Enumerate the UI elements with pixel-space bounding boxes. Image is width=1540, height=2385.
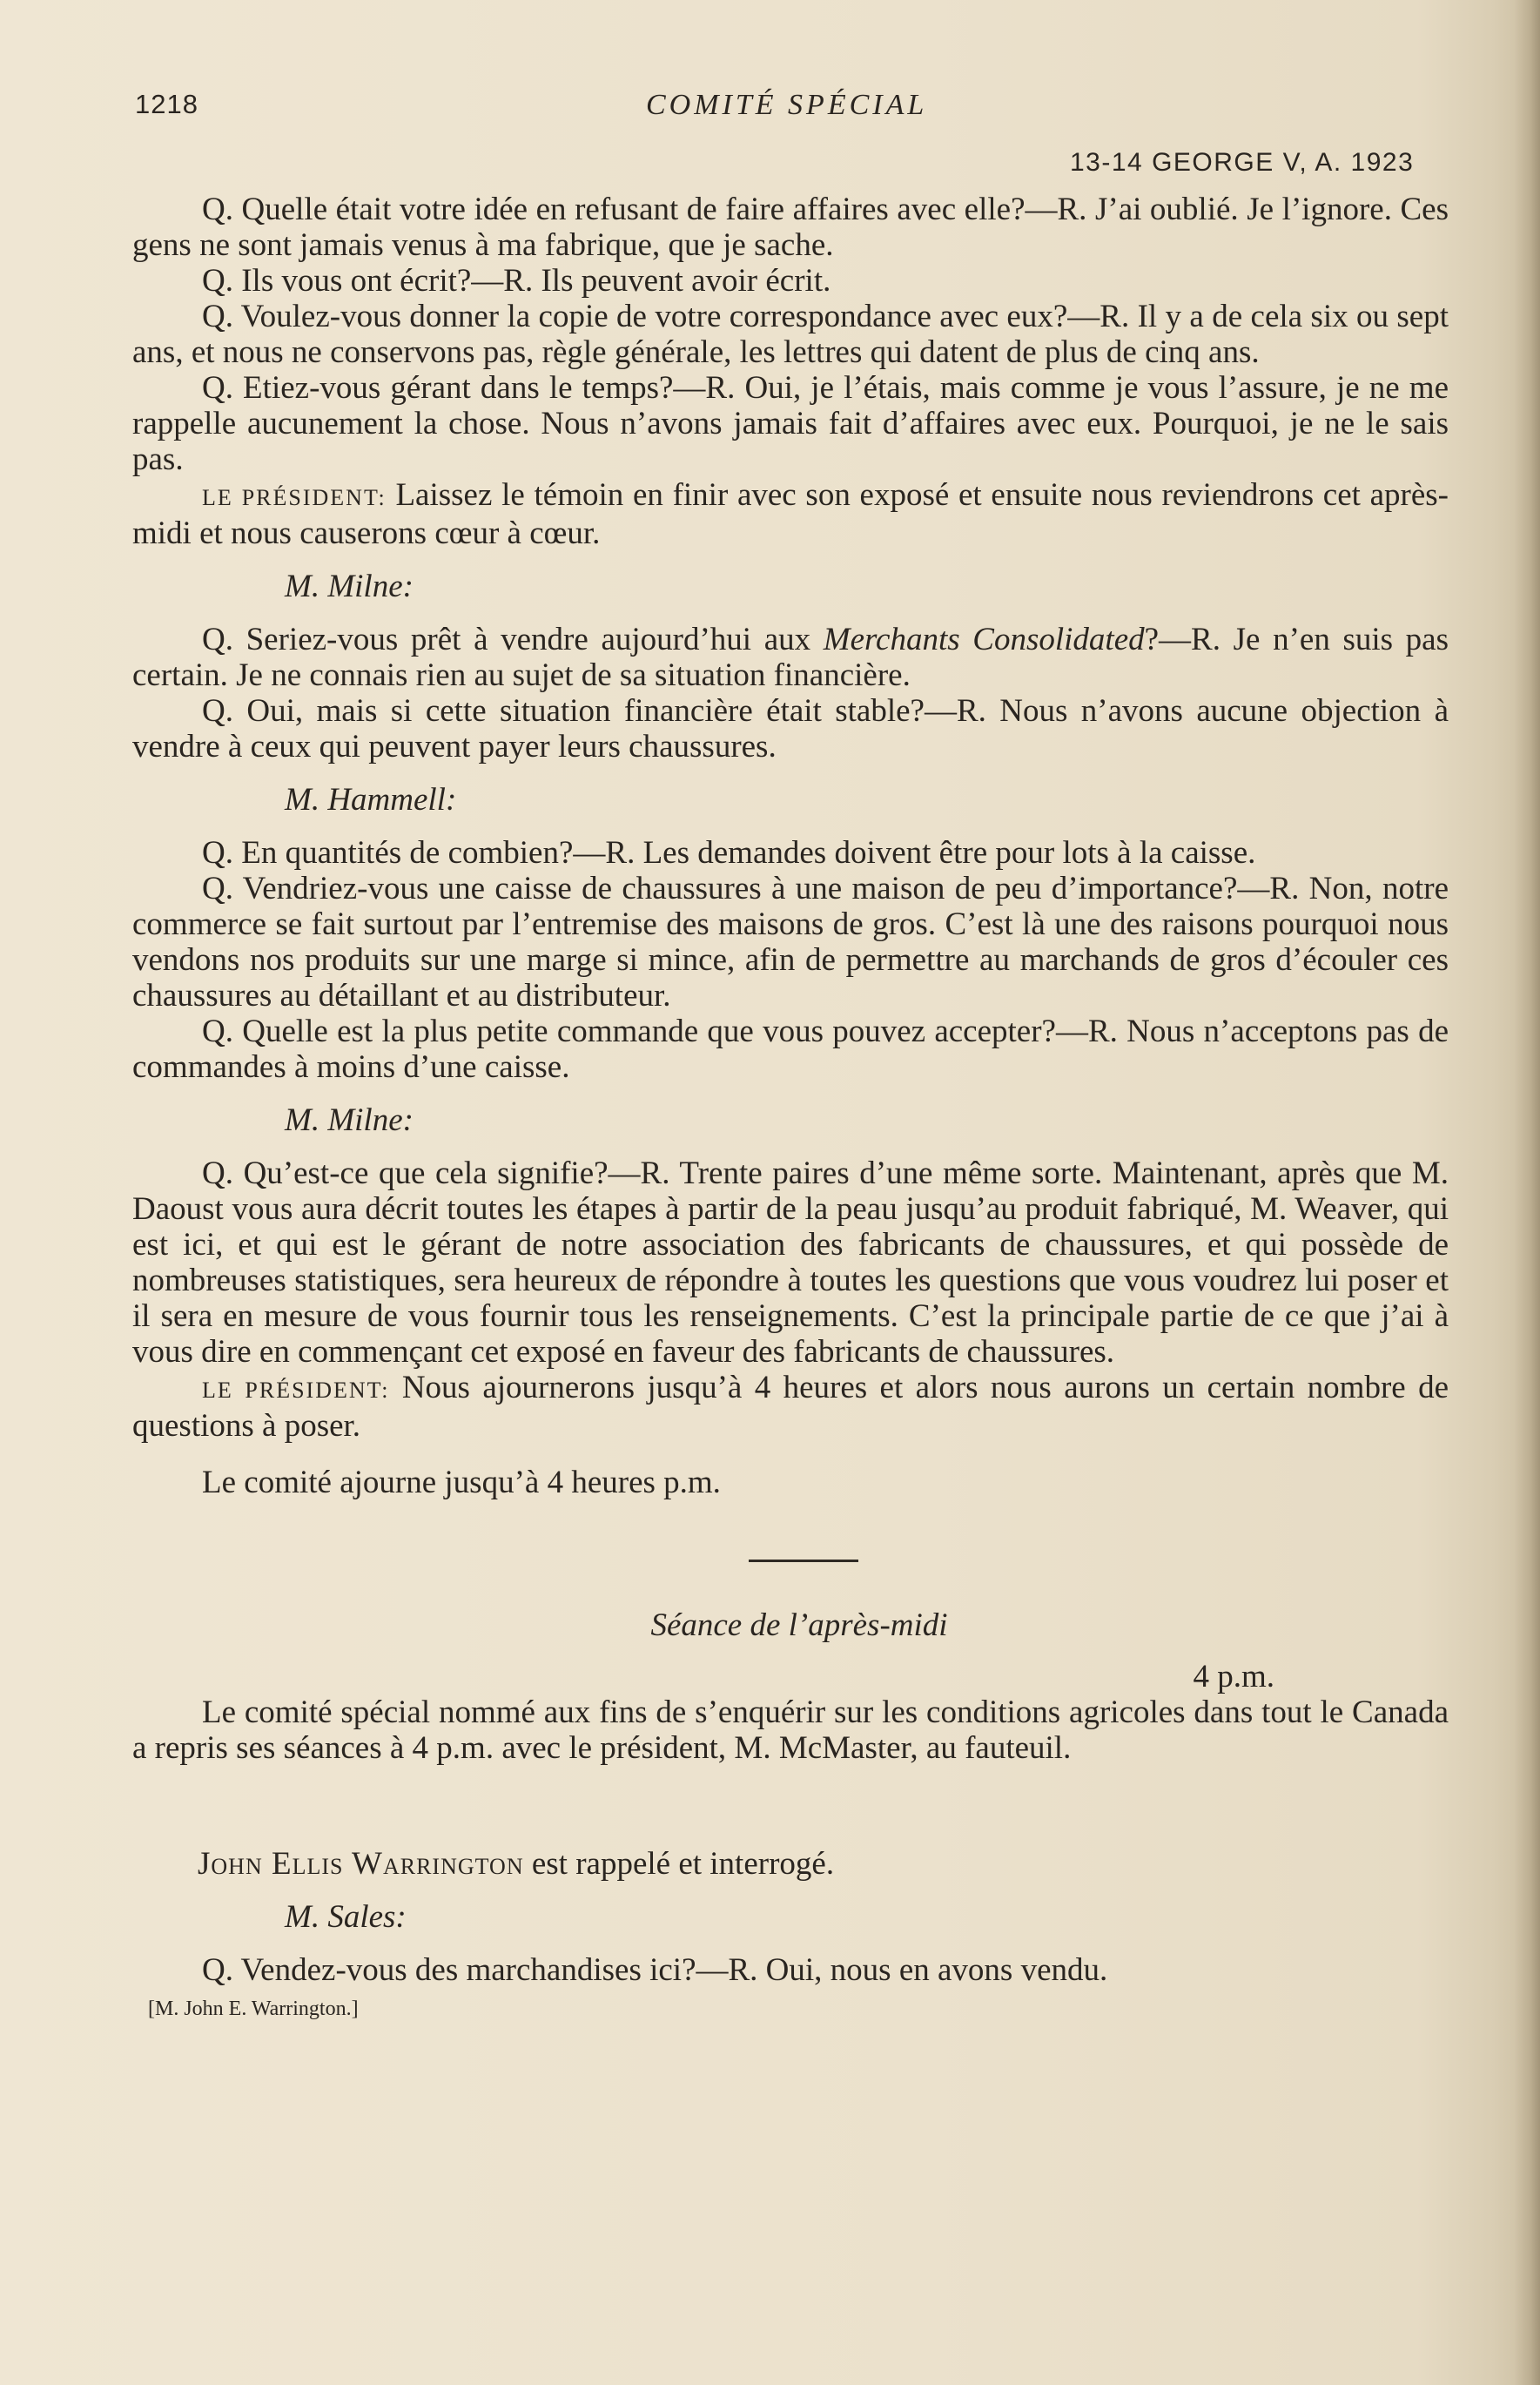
paragraph: Q. Oui, mais si cette situation financière était stable?—R. Nous n’avons aucune objection à vendre à ceux qui peuvent payer leurs chaussures. — [132, 693, 1449, 765]
paragraph-text: Nous ajournerons jusqu’à 4 heures et alors nous aurons un certain nombre de questions à poser. — [132, 1370, 1449, 1444]
paragraph — [132, 622, 1449, 693]
witness-name: John Ellis Warrington — [198, 1846, 524, 1882]
footer-note: [M. John E. Warrington.] — [148, 1998, 359, 2020]
running-title: COMITÉ SPÉCIAL — [646, 89, 928, 121]
paragraph: Q. Vendriez-vous une caisse de chaussures à une maison de peu d’importance?—R. Non, notre commerce se fait surtout par l’entremise des maisons de gros. C’est là une des raisons pourquoi nous vendons nos produits sur une marge si mince, afin de permettre au marchands de gros d’écouler ces chaussures au détaillant et au distributeur. — [132, 871, 1449, 1014]
speaker-heading: M. Sales: — [285, 1899, 407, 1935]
speaker-heading: M. Milne: — [285, 569, 414, 604]
session-time: 4 p.m. — [1193, 1659, 1274, 1694]
speaker-heading: M. Hammell: — [285, 782, 457, 818]
paragraph — [132, 477, 1449, 551]
paragraph: Q. Voulez-vous donner la copie de votre correspondance avec eux?—R. Il y a de cela six ou sept ans, et nous ne conservons pas, règle générale, les lettres qui datent de plus de cinq ans. — [132, 299, 1449, 370]
speaker-label: LE PRÉSIDENT: — [202, 1378, 390, 1403]
paragraph: Q. Etiez-vous gérant dans le temps?—R. Oui, je l’étais, mais comme je vous l’assure, je ne me rappelle aucunement la chose. Nous n’avons jamais fait d’affaires avec eux. Pourquoi, je ne le sais pas. — [132, 370, 1449, 477]
speaker-label: LE PRÉSIDENT: — [202, 485, 387, 510]
paragraph — [132, 1370, 1449, 1444]
paragraph: Q. Quelle était votre idée en refusant de faire affaires avec elle?—R. J’ai oublié. Je l’ignore. Ces gens ne sont jamais venus à ma fabrique, que je sache. — [132, 192, 1449, 263]
page-edge-shadow — [1514, 0, 1540, 2385]
page-number: 1218 — [135, 89, 198, 119]
section-divider — [749, 1560, 858, 1562]
witness-line — [132, 1846, 1449, 1882]
session-title: Séance de l’après-midi — [650, 1607, 948, 1643]
company-name: Merchants Consolidated — [823, 622, 1145, 657]
paragraph-text: ?—R. Je n’en suis pas certain. Je ne connais rien au sujet de sa situation financière. — [132, 622, 1449, 693]
witness-text: est rappelé et interrogé. — [523, 1846, 835, 1882]
speaker-heading: M. Milne: — [285, 1102, 414, 1138]
paragraph: Le comité spécial nommé aux fins de s’enquérir sur les conditions agricoles dans tout le Canada a repris ses séances à 4 p.m. avec le président, M. McMaster, au fauteuil. — [132, 1694, 1449, 1766]
paragraph: Q. Ils vous ont écrit?—R. Ils peuvent avoir écrit. — [202, 263, 831, 299]
paragraph: Q. Quelle est la plus petite commande que vous pouvez accepter?—R. Nous n’acceptons pas de commandes à moins d’une caisse. — [132, 1014, 1449, 1085]
paragraph: Q. Qu’est-ce que cela signifie?—R. Trente paires d’une même sorte. Maintenant, après que M. Daoust vous aura décrit toutes les étapes à partir de la peau jusqu’au produit fabriqué, M. Weaver, qui est ici, et qui est le gérant de notre association des fabricants de chaussures, et qui possède de nombreuses statistiques, sera heureux de répondre à toutes les questions que vous voudrez lui poser et il sera en mesure de vous fournir tous les renseignements. C’est la principale partie de ce que j’ai à vous dire en commençant cet exposé en faveur des fabricants de chaussures. — [132, 1155, 1449, 1370]
document-body — [132, 192, 1449, 2021]
adjournment-line: Le comité ajourne jusqu’à 4 heures p.m. — [202, 1465, 721, 1500]
paragraph-text: Laissez le témoin en finir avec son exposé et ensuite nous reviendrons cet après-midi et nous causerons cœur à cœur. — [132, 477, 1449, 551]
paragraph: Q. Vendez-vous des marchandises ici?—R. Oui, nous en avons vendu. — [202, 1952, 1108, 1988]
paragraph-text: Q. Seriez-vous prêt à vendre aujourd’hui aux — [202, 622, 824, 657]
session-reference: 13-14 GEORGE V, A. 1923 — [1070, 148, 1415, 177]
paragraph: Q. En quantités de combien?—R. Les demandes doivent être pour lots à la caisse. — [202, 835, 1256, 871]
